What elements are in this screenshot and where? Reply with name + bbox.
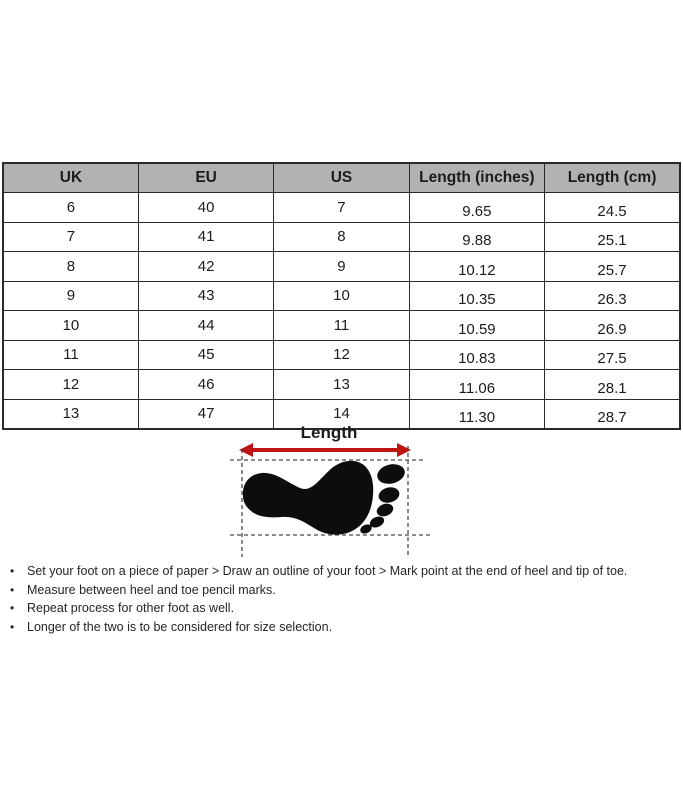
table-cell: 12 xyxy=(274,340,409,370)
table-cell: 10.83 xyxy=(409,340,544,370)
table-cell: 26.9 xyxy=(545,311,680,341)
instruction-item xyxy=(0,581,683,600)
table-row xyxy=(3,311,680,341)
table-cell: 9 xyxy=(3,281,138,311)
table-cell: 10.12 xyxy=(409,252,544,282)
table-row xyxy=(3,222,680,252)
table-cell: 8 xyxy=(274,222,409,252)
table-cell: 7 xyxy=(3,222,138,252)
table-cell: 9.88 xyxy=(409,222,544,252)
instruction-text: Measure between heel and toe pencil marks. xyxy=(27,582,276,597)
instruction-text: Longer of the two is to be considered for size selection. xyxy=(27,620,333,635)
table-row xyxy=(3,281,680,311)
table-cell: 13 xyxy=(274,370,409,400)
footprint-icon xyxy=(243,461,407,535)
bullet-icon: • xyxy=(10,564,15,578)
table-cell: 9 xyxy=(274,252,409,282)
table-row xyxy=(3,340,680,370)
column-header: US xyxy=(274,163,409,193)
table-cell: 10.59 xyxy=(409,311,544,341)
size-table-header-row xyxy=(3,163,680,193)
column-header: UK xyxy=(3,163,138,193)
table-row xyxy=(3,252,680,282)
instruction-item xyxy=(0,599,683,618)
size-table xyxy=(2,162,681,430)
table-cell: 40 xyxy=(138,193,273,223)
table-cell: 10 xyxy=(3,311,138,341)
table-cell: 26.3 xyxy=(545,281,680,311)
column-header: EU xyxy=(138,163,273,193)
length-arrow-icon xyxy=(239,443,411,457)
foot-measurement-diagram xyxy=(222,416,438,564)
instruction-text: Repeat process for other foot as well. xyxy=(27,601,235,616)
table-cell: 25.7 xyxy=(545,252,680,282)
table-cell: 11.30 xyxy=(409,399,544,429)
table-cell: 14 xyxy=(274,399,409,429)
bullet-icon: • xyxy=(10,620,15,635)
instruction-item xyxy=(0,562,683,581)
table-row xyxy=(3,370,680,400)
table-cell: 41 xyxy=(138,222,273,252)
table-cell: 24.5 xyxy=(545,193,680,223)
table-cell: 46 xyxy=(138,370,273,400)
table-cell: 6 xyxy=(3,193,138,223)
instruction-item xyxy=(0,618,683,637)
table-cell: 44 xyxy=(138,311,273,341)
column-header: Length (inches) xyxy=(409,163,544,193)
table-cell: 11 xyxy=(274,311,409,341)
table-cell: 13 xyxy=(3,399,138,429)
instructions-list xyxy=(0,562,683,637)
table-cell: 42 xyxy=(138,252,273,282)
table-cell: 11 xyxy=(3,340,138,370)
instruction-text: Set your foot on a piece of paper > Draw an outline of your foot > Mark point at the end of heel and tip of toe. xyxy=(27,564,628,578)
table-cell: 10.35 xyxy=(409,281,544,311)
table-cell: 47 xyxy=(138,399,273,429)
table-row xyxy=(3,193,680,223)
size-table-head xyxy=(3,163,680,193)
size-table-body xyxy=(3,193,680,430)
bullet-icon: • xyxy=(10,601,15,616)
table-cell: 28.7 xyxy=(545,399,680,429)
bullet-icon: • xyxy=(10,582,15,597)
diagram-length-label: Length xyxy=(300,423,358,442)
table-cell: 45 xyxy=(138,340,273,370)
table-cell: 9.65 xyxy=(409,193,544,223)
column-header: Length (cm) xyxy=(545,163,680,193)
table-cell: 43 xyxy=(138,281,273,311)
table-cell: 12 xyxy=(3,370,138,400)
table-cell: 11.06 xyxy=(409,370,544,400)
table-cell: 8 xyxy=(3,252,138,282)
table-cell: 25.1 xyxy=(545,222,680,252)
table-cell: 10 xyxy=(274,281,409,311)
table-cell: 28.1 xyxy=(545,370,680,400)
table-cell: 7 xyxy=(274,193,409,223)
table-cell: 27.5 xyxy=(545,340,680,370)
